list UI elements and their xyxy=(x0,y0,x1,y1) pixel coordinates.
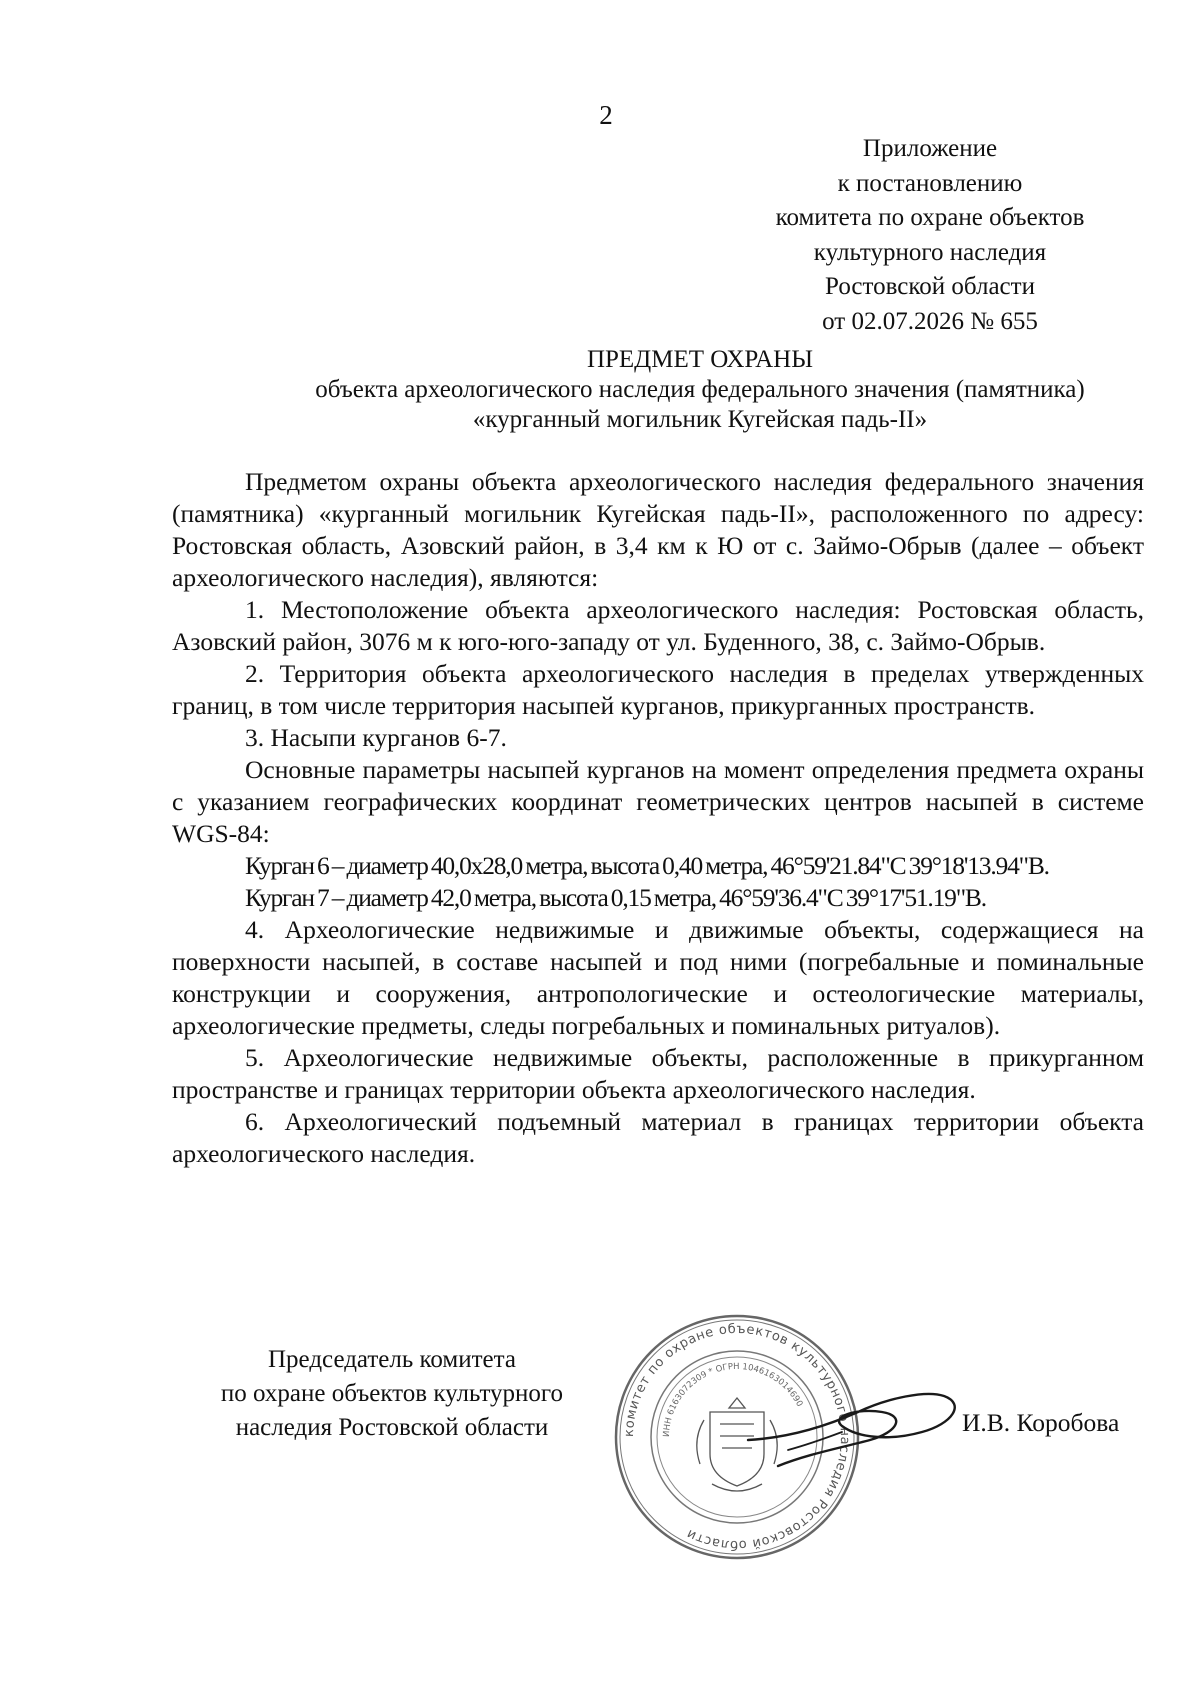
signatory-line: наследия Ростовской области xyxy=(235,1414,549,1441)
title-heading: ПРЕДМЕТ ОХРАНЫ xyxy=(586,346,814,373)
approval-block xyxy=(740,132,1120,339)
signatory-line: Председатель комитета xyxy=(268,1346,516,1373)
item-archaeological-objects: 4. Археологические недвижимые и движимые объекты, содержащиеся на поверхности насыпей, в составе насыпей и под ними (погребальные и поминальные конструкции и сооружения, антропологические и остеологические материалы, археологические предметы, следы погребальных и поминальных ритуалов). xyxy=(172,915,1144,1040)
intro-paragraph: Предметом охраны объекта археологического наследия федерального значения (памятника) «курганный могильник Кугейская падь-II», расположенного по адресу: Ростовская область, Азовский район, в 3,4 км к Ю от с. Займо-Обрыв (далее – объект археологического наследия), являются: xyxy=(172,467,1144,592)
approval-line: к постановлению xyxy=(837,169,1023,197)
item-surface-material: 6. Археологический подъемный материал в границах территории объекта археологического наследия. xyxy=(172,1107,1144,1168)
document-title xyxy=(150,345,1200,435)
signatory-name: И.В. Коробова xyxy=(962,1408,1120,1437)
kurgan-6-line: Курган 6 – диаметр 40,0х28,0 метра, высота 0,40 метра, 46°59'21.84"С 39°18'13.94"В. xyxy=(245,851,1049,880)
signatory-line: по охране объектов культурного xyxy=(220,1380,564,1407)
handwritten-signature xyxy=(730,1368,980,1488)
approval-line: комитета по охране объектов xyxy=(775,204,1085,231)
title-object-name: «курганный могильник Кугейская падь-II» xyxy=(472,406,928,433)
signatory-position xyxy=(172,1343,612,1445)
document-body xyxy=(172,466,1144,1170)
item-territory: 2. Территория объекта археологического наследия в пределах утвержденных границ, в том числе территория насыпей курганов, прикурганных пространств. xyxy=(172,659,1144,720)
mound-parameters-paragraph: Основные параметры насыпей курганов на момент определения предмета охраны с указанием географических координат геометрических центров насыпей в системе WGS-84: xyxy=(172,755,1144,848)
item-location: 1. Местоположение объекта археологического наследия: Ростовская область, Азовский район, 3076 м к юго-юго-западу от ул. Буденного, 38, с. Займо-Обрыв. xyxy=(172,595,1144,656)
approval-line: Приложение xyxy=(862,135,998,162)
approval-line: Ростовской области xyxy=(825,273,1035,300)
seal-inner-text: ИНН 6163072309 * ОГРН 1046163014690 xyxy=(661,1361,805,1438)
item-immovable-objects: 5. Археологические недвижимые объекты, расположенные в прикурганном пространстве и границах территории объекта археологического наследия. xyxy=(172,1043,1144,1104)
kurgan-7-line: Курган 7 – диаметр 42,0 метра, высота 0,15 метра, 46°59'36.4"С 39°17'51.19"В. xyxy=(245,883,986,912)
approval-line: культурного наследия xyxy=(813,238,1047,266)
item-mounds: 3. Насыпи курганов 6-7. xyxy=(245,723,507,752)
page-number: 2 xyxy=(599,100,613,130)
seal-outer-text: комитет по охране объектов культурного наследия Ростовской области xyxy=(621,1321,853,1553)
title-subheading: объекта археологического наследия федерального значения (памятника) xyxy=(315,376,1085,403)
approval-date-line: от 02.07.2026 № 655 xyxy=(822,307,1038,335)
